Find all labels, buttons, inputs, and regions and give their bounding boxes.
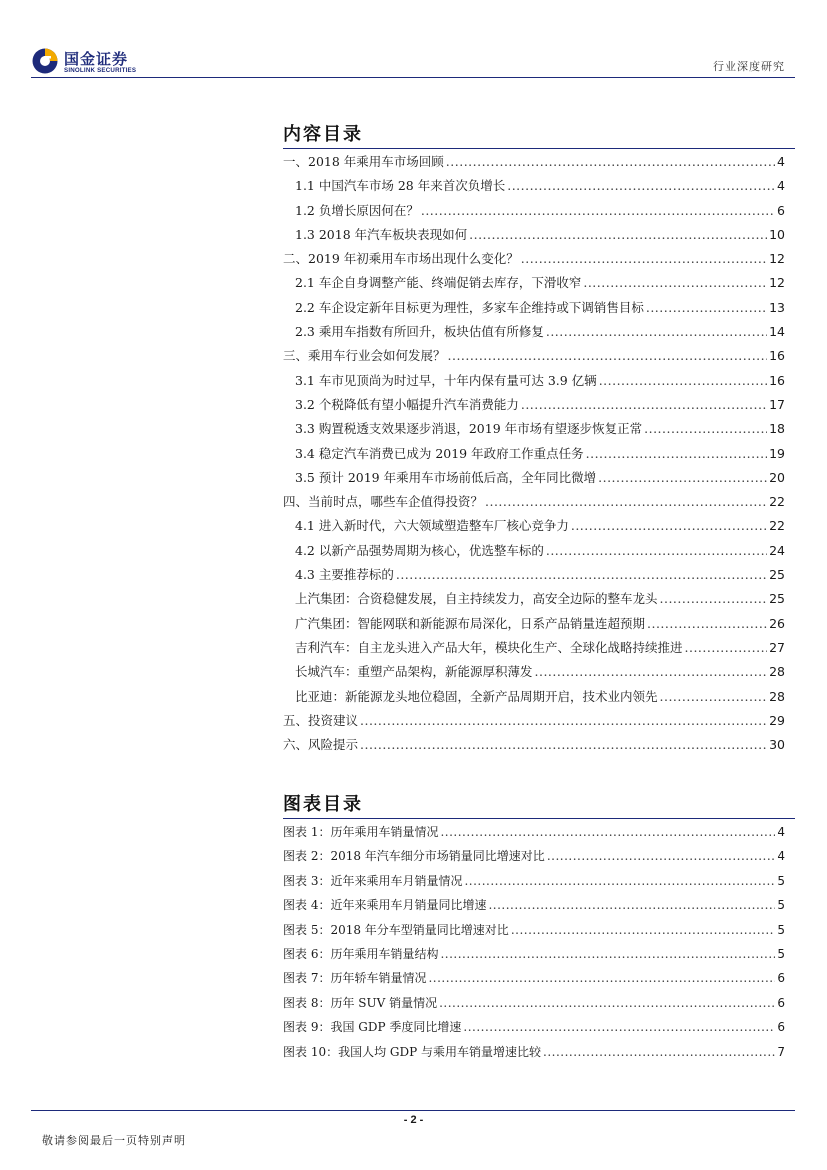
toc-entry[interactable] xyxy=(283,369,785,393)
toc-entry-text: 比亚迪：新能源龙头地位稳固，全新产品周期开启，技术业内领先 xyxy=(295,688,658,704)
dot-leader xyxy=(440,942,775,966)
figure-list xyxy=(283,820,785,1064)
toc-entry-page: 28 xyxy=(769,688,785,704)
figure-entry-text: 图表 10：我国人均 GDP 与乘用车销量增速比较 xyxy=(283,1044,541,1059)
report-type-label: 行业深度研究 xyxy=(713,60,785,73)
toc-entry[interactable] xyxy=(283,174,785,198)
toc-entry-text: 4.3 主要推荐标的 xyxy=(295,567,394,583)
dot-leader xyxy=(507,174,775,198)
dot-leader xyxy=(543,1040,775,1064)
dot-leader xyxy=(521,393,767,417)
figure-entry-text: 图表 9：我国 GDP 季度同比增速 xyxy=(283,1020,462,1035)
figure-entry-text: 图表 7：历年轿车销量情况 xyxy=(283,971,427,986)
toc-entry-text: 一、2018 年乘用车市场回顾 xyxy=(283,154,444,169)
dot-leader xyxy=(547,844,776,868)
toc-entry-page: 10 xyxy=(769,226,785,242)
toc-entry-page: 22 xyxy=(769,518,785,534)
figure-entry-page: 4 xyxy=(777,825,785,839)
figure-entry-page: 6 xyxy=(777,971,785,986)
dot-leader xyxy=(440,820,775,844)
figure-entry-page: 5 xyxy=(777,946,785,961)
toc-entry[interactable] xyxy=(283,709,785,733)
figure-entry[interactable] xyxy=(283,820,785,844)
toc-entry[interactable] xyxy=(283,247,785,271)
dot-leader xyxy=(535,660,768,684)
toc-entry-page: 28 xyxy=(769,664,785,680)
toc-entry[interactable] xyxy=(283,685,785,709)
toc-entry-text: 吉利汽车：自主龙头进入产品大年，模块化生产、全球化战略持续推进 xyxy=(295,639,683,655)
toc-entry-text: 二、2019 年初乘用车市场出现什么变化？ xyxy=(283,251,519,267)
toc-entry-text: 4.1 进入新时代，六大领域塑造整车厂核心竞争力 xyxy=(295,518,569,534)
dot-leader xyxy=(546,320,767,344)
figure-entry[interactable] xyxy=(283,869,785,893)
dot-leader xyxy=(571,514,767,538)
toc-entry-page: 12 xyxy=(769,275,785,291)
toc-entry-page: 17 xyxy=(769,396,785,412)
toc-entry-page: 30 xyxy=(769,737,785,753)
logo-english-name: SINOLINK SECURITIES xyxy=(64,67,137,74)
toc-entry-text: 3.4 稳定汽车消费已成为 2019 年政府工作重点任务 xyxy=(295,445,584,461)
toc-entry-page: 12 xyxy=(769,251,785,267)
dot-leader xyxy=(360,709,767,733)
dot-leader xyxy=(448,344,768,368)
figure-entry-text: 图表 6：历年乘用车销量结构 xyxy=(283,946,439,961)
toc-entry-text: 1.1 中国汽车市场 28 年来首次负增长 xyxy=(295,178,506,194)
toc-entry[interactable] xyxy=(283,539,785,563)
dot-leader xyxy=(586,442,767,466)
toc-entry-page: 4 xyxy=(777,154,785,169)
figure-entry[interactable] xyxy=(283,991,785,1015)
toc-title-rule xyxy=(283,148,795,149)
toc-entry-page: 29 xyxy=(769,712,785,728)
toc-entry-page: 16 xyxy=(769,372,785,388)
figure-entry-text: 图表 4：近年来乘用车月销量同比增速 xyxy=(283,898,487,913)
dot-leader xyxy=(485,490,767,514)
toc-entry-text: 六、风险提示 xyxy=(283,737,359,753)
dot-leader xyxy=(521,247,767,271)
dot-leader xyxy=(511,918,776,942)
toc-entry[interactable] xyxy=(283,199,785,223)
toc-entry[interactable] xyxy=(283,563,785,587)
dot-leader xyxy=(464,869,775,893)
toc-entry-text: 长城汽车：重塑产品架构，新能源厚积薄发 xyxy=(295,664,533,680)
toc-entry-text: 上汽集团：合资稳健发展，自主持续发力，高安全边际的整车龙头 xyxy=(295,591,658,607)
figure-entry-text: 图表 8：历年 SUV 销量情况 xyxy=(283,995,438,1010)
figure-entry-text: 图表 1：历年乘用车销量情况 xyxy=(283,825,439,839)
toc-title: 内容目录 xyxy=(283,124,363,145)
sinolink-logo-icon xyxy=(31,47,59,75)
figure-entry-page: 5 xyxy=(777,922,785,937)
toc-entry-text: 3.3 购置税透支效果逐步消退，2019 年市场有望逐步恢复正常 xyxy=(295,421,643,437)
toc-entry-text: 五、投资建议 xyxy=(283,712,359,728)
toc-entry-text: 4.2 以新产品强势周期为核心，优选整车标的 xyxy=(295,542,544,558)
figure-entry[interactable] xyxy=(283,1040,785,1064)
toc-entry-page: 24 xyxy=(769,542,785,558)
dot-leader xyxy=(646,296,767,320)
toc-entry-text: 1.2 负增长原因何在？ xyxy=(295,202,419,218)
dot-leader xyxy=(446,150,775,174)
toc-entry[interactable] xyxy=(283,417,785,441)
toc-entry-page: 6 xyxy=(777,202,785,218)
toc-entry-text: 2.1 车企自身调整产能、终端促销去库存，下滑收窄 xyxy=(295,275,582,291)
dot-leader xyxy=(360,733,767,757)
dot-leader xyxy=(644,417,767,441)
dot-leader xyxy=(421,199,775,223)
figure-entry-page: 5 xyxy=(777,898,785,913)
toc-entry-text: 2.3 乘用车指数有所回升，板块估值有所修复 xyxy=(295,324,544,340)
toc-entry[interactable] xyxy=(283,636,785,660)
toc-entry-page: 13 xyxy=(769,299,785,315)
figure-list-title: 图表目录 xyxy=(283,794,363,815)
figure-entry[interactable] xyxy=(283,1015,785,1039)
toc-entry[interactable] xyxy=(283,344,785,368)
toc-entry[interactable] xyxy=(283,223,785,247)
dot-leader xyxy=(546,539,767,563)
toc-entry-page: 27 xyxy=(769,639,785,655)
toc-entry-text: 四、当前时点，哪些车企值得投资？ xyxy=(283,494,484,510)
toc-entry-page: 18 xyxy=(769,421,785,437)
toc-entry-page: 14 xyxy=(769,324,785,340)
toc-entry-page: 22 xyxy=(769,494,785,510)
toc-entry-page: 19 xyxy=(769,445,785,461)
toc-entry-page: 20 xyxy=(769,469,785,485)
toc-entry[interactable] xyxy=(283,612,785,636)
dot-leader xyxy=(660,587,768,611)
toc-entry-text: 广汽集团：智能网联和新能源布局深化，日系产品销量连超预期 xyxy=(295,615,646,631)
figure-entry-page: 5 xyxy=(777,873,785,888)
dot-leader xyxy=(660,685,768,709)
figure-entry[interactable] xyxy=(283,844,785,868)
toc-entry[interactable] xyxy=(283,271,785,295)
dot-leader xyxy=(428,966,775,990)
table-of-contents xyxy=(283,150,785,757)
company-logo xyxy=(31,47,151,77)
toc-entry[interactable] xyxy=(283,466,785,490)
figure-entry[interactable] xyxy=(283,893,785,917)
toc-entry[interactable] xyxy=(283,490,785,514)
toc-entry-page: 4 xyxy=(777,178,785,194)
dot-leader xyxy=(469,223,767,247)
page-number: - 2 - xyxy=(403,1114,424,1126)
figure-entry-page: 7 xyxy=(777,1044,785,1059)
toc-entry[interactable] xyxy=(283,514,785,538)
toc-entry[interactable] xyxy=(283,442,785,466)
toc-entry-text: 3.1 车市见顶尚为时过早，十年内保有量可达 3.9 亿辆 xyxy=(295,372,597,388)
figure-entry-text: 图表 5：2018 年分车型销量同比增速对比 xyxy=(283,922,509,937)
dot-leader xyxy=(396,563,767,587)
figure-entry[interactable] xyxy=(283,918,785,942)
dot-leader xyxy=(647,612,767,636)
toc-entry[interactable] xyxy=(283,150,785,174)
footer-divider xyxy=(31,1110,795,1111)
dot-leader xyxy=(598,466,767,490)
toc-entry[interactable] xyxy=(283,393,785,417)
figure-list-title-rule xyxy=(283,818,795,819)
toc-entry-text: 1.3 2018 年汽车板块表现如何 xyxy=(295,226,468,242)
toc-entry[interactable] xyxy=(283,296,785,320)
figure-entry-text: 图表 3：近年来乘用车月销量情况 xyxy=(283,873,463,888)
toc-entry-page: 25 xyxy=(769,567,785,583)
figure-entry-text: 图表 2：2018 年汽车细分市场销量同比增速对比 xyxy=(283,849,545,864)
disclaimer-note: 敬请参阅最后一页特别声明 xyxy=(42,1134,186,1147)
toc-entry-text: 3.5 预计 2019 年乘用车市场前低后高，全年同比微增 xyxy=(295,469,597,485)
header-divider xyxy=(31,77,795,78)
toc-entry-text: 3.2 个税降低有望小幅提升汽车消费能力 xyxy=(295,396,519,412)
toc-entry-page: 26 xyxy=(769,615,785,631)
toc-entry[interactable] xyxy=(283,733,785,757)
dot-leader xyxy=(583,271,767,295)
dot-leader xyxy=(488,893,775,917)
toc-entry[interactable] xyxy=(283,320,785,344)
figure-entry-page: 6 xyxy=(777,1020,785,1035)
dot-leader xyxy=(463,1015,775,1039)
figure-entry[interactable] xyxy=(283,966,785,990)
figure-entry-page: 4 xyxy=(777,849,785,864)
page-header xyxy=(0,0,827,80)
toc-entry-text: 三、乘用车行业会如何发展？ xyxy=(283,348,446,364)
figure-entry-page: 6 xyxy=(777,995,785,1010)
toc-entry-page: 25 xyxy=(769,591,785,607)
toc-entry-page: 16 xyxy=(769,348,785,364)
figure-entry[interactable] xyxy=(283,942,785,966)
toc-entry-text: 2.2 车企设定新年目标更为理性，多家车企维持或下调销售目标 xyxy=(295,299,644,315)
dot-leader xyxy=(439,991,775,1015)
toc-entry[interactable] xyxy=(283,660,785,684)
dot-leader xyxy=(599,369,767,393)
dot-leader xyxy=(685,636,768,660)
toc-entry[interactable] xyxy=(283,587,785,611)
logo-chinese-name: 国金证券 xyxy=(64,50,129,68)
